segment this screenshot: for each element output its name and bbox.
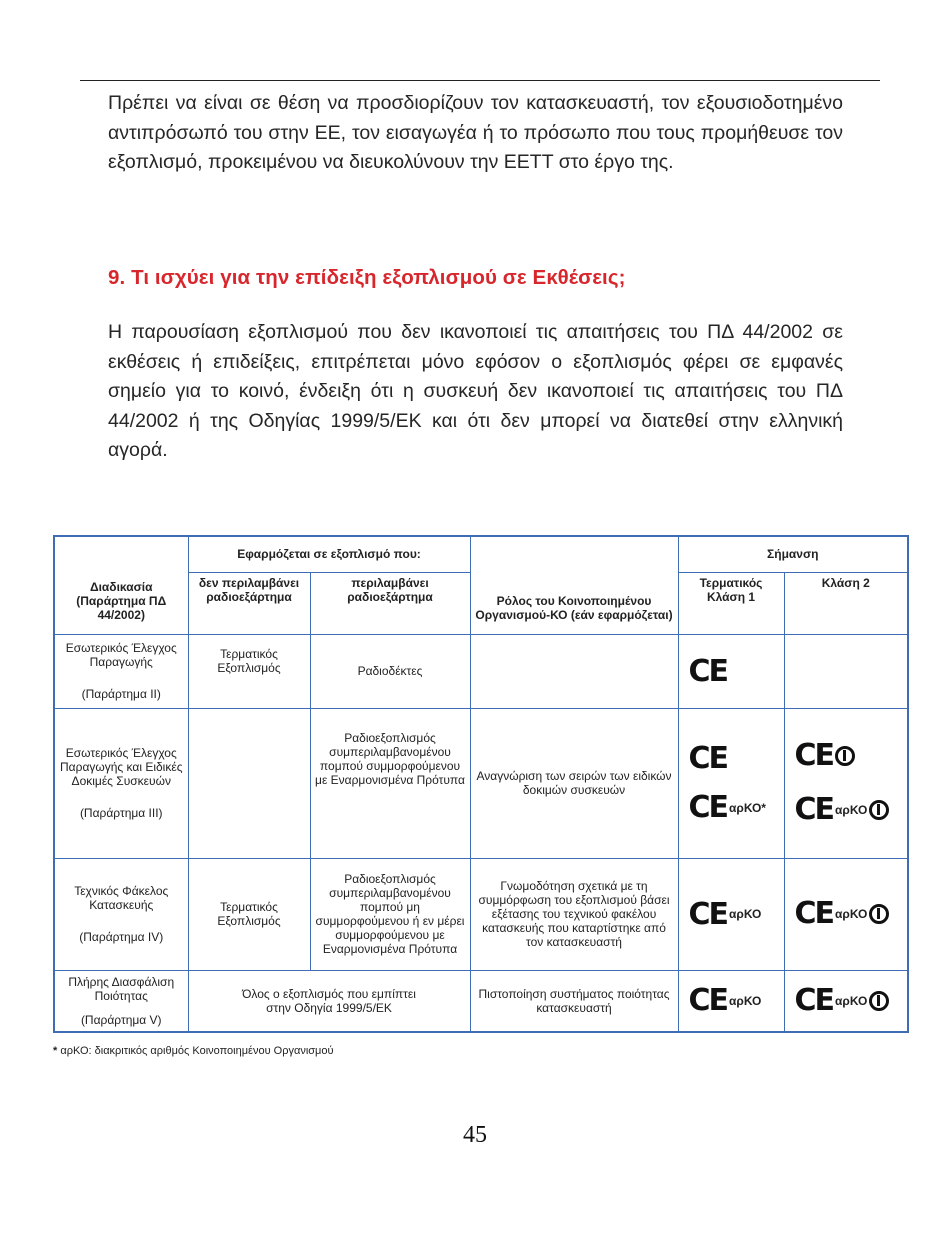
annex-label: (Παράρτημα IV)	[79, 930, 164, 944]
notified-body-number: αρΚΟ	[729, 994, 762, 1009]
ce-mark-icon: CE	[688, 741, 728, 776]
table-row	[54, 634, 908, 708]
header-class1: Τερματικός Κλάση 1	[678, 572, 784, 634]
alert-sign-icon	[835, 746, 855, 766]
procedure-cell	[54, 970, 188, 1032]
role-cell: Γνωμοδότηση σχετικά με τη συμμόρφωση του εξοπλισμού βάσει εξέτασης του τεχνικού φακέλου κατασκευής που καταρτίστηκε από τον κατασκευαστή	[470, 858, 678, 970]
paragraph-top: Πρέπει να είναι σε θέση να προσδιορίζουν τον κατασκευαστή, τον εξουσιοδοτημένο αντιπρόσωπό του στην ΕΕ, τον εισαγωγέα ή το πρόσωπο που τους προμήθευσε τον εξοπλισμό, προκειμένου να διευκολύνουν την ΕΕΤΤ στο έργο της.	[108, 92, 843, 173]
header-no-radio: δεν περιλαμβάνει ραδιοεξάρτημα	[188, 572, 310, 634]
ce-mark-icon: CE	[794, 738, 834, 773]
header-applies: Εφαρμόζεται σε εξοπλισμό που:	[188, 536, 470, 572]
annex-label: (Παράρτημα II)	[81, 687, 161, 701]
ce-mark-icon: CE	[688, 896, 728, 932]
radio-cell: Ραδιοεξοπλισμός συμπεριλαμβανομένου πομπού μη συμμορφούμενου ή εν μέρει συμμορφούμενου με Εναρμονισμένα Πρότυπα	[310, 858, 470, 970]
header-rule	[80, 80, 880, 81]
notified-body-number: αρΚΟ	[835, 803, 868, 817]
procedures-table	[53, 535, 909, 1033]
ce-mark-icon: CE	[688, 653, 728, 689]
procedure-cell	[54, 708, 188, 858]
page-number: 45	[463, 1122, 487, 1148]
ce-mark-icon: CE	[794, 982, 834, 1018]
table-row	[54, 970, 908, 1032]
paragraph-section: Η παρουσίαση εξοπλισμού που δεν ικανοποιεί τις απαιτήσεις του ΠΔ 44/2002 σε εκθέσεις ή επιδείξεις, επιτρέπεται μόνο εφόσον ο εξοπλισμός φέρει σε εμφανές σημείο για το κοινό, ένδειξη ότι η συσκευή δεν ικανοποιεί τις απαιτήσεις του ΠΔ 44/2002 ή της Οδηγίας 1999/5/ΕΚ και ότι δεν μπορεί να διατεθεί στην ελληνική αγορά.	[108, 321, 843, 461]
class2-marking	[784, 708, 908, 858]
radio-cell: Ραδιοδέκτες	[310, 634, 470, 708]
notified-body-number: αρΚΟ	[729, 907, 762, 922]
table-row	[54, 708, 908, 858]
alert-sign-icon	[869, 991, 889, 1011]
notified-body-number: αρΚΟ*	[729, 800, 766, 815]
procedure-cell	[54, 858, 188, 970]
procedure-name: Εσωτερικός Έλεγχος Παραγωγής	[65, 641, 177, 669]
class2-marking	[784, 634, 908, 708]
annex-label: (Παράρτημα III)	[79, 806, 163, 820]
procedure-name: Τεχνικός Φάκελος Κατασκευής	[74, 884, 169, 912]
header-role: Ρόλος του Κοινοποιημένου Οργανισμού-ΚΟ (εάν εφαρμόζεται)	[470, 536, 678, 634]
merged-equipment-cell: Όλος ο εξοπλισμός που εμπίπτει στην Οδηγία 1999/5/ΕΚ	[188, 970, 470, 1032]
procedure-name: Πλήρης Διασφάλιση Ποιότητας	[68, 974, 175, 1003]
no-radio-cell	[188, 708, 310, 858]
class2-marking	[784, 858, 908, 970]
procedure-cell	[54, 634, 188, 708]
header-radio: περιλαμβάνει ραδιοεξάρτημα	[310, 572, 470, 634]
alert-sign-icon	[869, 904, 889, 924]
notified-body-number: αρΚΟ	[835, 993, 868, 1008]
header-marking: Σήμανση	[678, 536, 908, 572]
section-heading: 9. Τι ισχύει για την επίδειξη εξοπλισμού σε Εκθέσεις;	[108, 266, 626, 289]
footnote-star: *	[53, 1045, 58, 1057]
class1-marking	[678, 858, 784, 970]
class2-marking	[784, 970, 908, 1032]
annex-label: (Παράρτημα V)	[80, 1012, 162, 1027]
ce-mark-icon: CE	[688, 983, 728, 1019]
header-class2: Κλάση 2	[784, 572, 908, 634]
class1-marking	[678, 634, 784, 708]
procedure-name: Εσωτερικός Έλεγχος Παραγωγής και Ειδικές Δοκιμές Συσκευών	[60, 746, 183, 788]
radio-cell: Ραδιοεξοπλισμός συμπεριλαμβανομένου πομπού συμμορφούμενου με Εναρμονισμένα Πρότυπα	[310, 708, 470, 858]
header-procedure: Διαδικασία (Παράρτημα ΠΔ 44/2002)	[54, 536, 188, 634]
class1-marking	[678, 708, 784, 858]
alert-sign-icon	[869, 800, 889, 820]
table-row	[54, 858, 908, 970]
no-radio-cell: Τερματικός Εξοπλισμός	[188, 634, 310, 708]
role-cell: Αναγνώριση των σειρών των ειδικών δοκιμών συσκευών	[470, 708, 678, 858]
ce-mark-icon: CE	[794, 896, 834, 931]
class1-marking	[678, 970, 784, 1032]
footnote	[53, 1045, 334, 1057]
ce-mark-icon: CE	[688, 789, 728, 825]
notified-body-number: αρΚΟ	[835, 907, 868, 921]
role-cell	[470, 634, 678, 708]
ce-mark-icon: CE	[794, 792, 834, 827]
footnote-text: αρΚΟ: διακριτικός αριθμός Κοινοποιημένου Οργανισμού	[60, 1045, 334, 1057]
role-cell: Πιστοποίηση συστήματος ποιότητας κατασκευαστή	[470, 970, 678, 1032]
no-radio-cell: Τερματικός Εξοπλισμός	[188, 858, 310, 970]
